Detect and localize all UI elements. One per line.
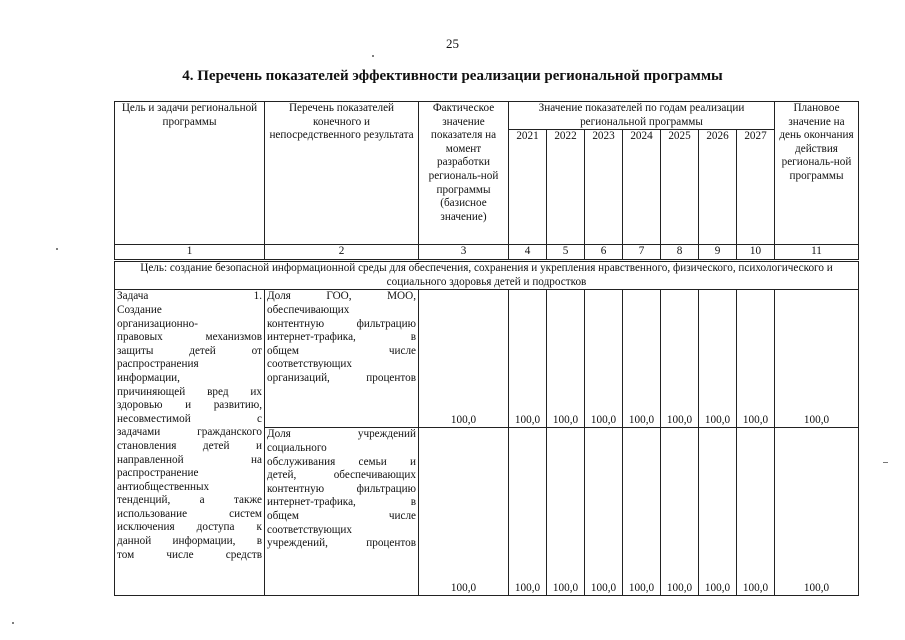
column-number: 5 [547,245,585,261]
page-title: 4. Перечень показателей эффективности реализации региональной программы [182,68,723,84]
scan-speck [372,55,374,57]
task-line: направленной на [117,453,262,466]
indicator-line: Доля учреждений [267,428,416,441]
indicator-line: контентную фильтрацию [267,482,416,495]
row-2-value-2023: 100,0 [585,428,623,596]
column-number: 4 [509,245,547,261]
task-line: информации, [117,371,180,384]
indicator-line: интернет-трафика, в [267,331,416,344]
row-1-value-2026: 100,0 [699,290,737,428]
indicator-line: контентную фильтрацию [267,317,416,330]
header-years-group: Значение показателей по годам реализации региональной программы [509,102,775,130]
indicator-2-text [267,428,416,550]
column-number: 7 [623,245,661,261]
column-number: 11 [775,245,859,261]
row-1-value-2027: 100,0 [737,290,775,428]
indicator-line: общем числе [267,509,416,522]
column-number: 6 [585,245,623,261]
task-line: Задача 1. [117,290,262,303]
header-year: 2027 [737,130,775,245]
scan-speck [12,622,14,624]
row-1-base-value: 100,0 [419,290,509,428]
row-1-value-2025: 100,0 [661,290,699,428]
indicator-2-cell [265,428,419,596]
indicator-line: учреждений, процентов [267,537,416,550]
column-number: 3 [419,245,509,261]
indicator-line: социального [267,441,327,454]
row-2-value-2022: 100,0 [547,428,585,596]
indicator-line: обслуживания семьи и [267,455,416,468]
row-2-value-2026: 100,0 [699,428,737,596]
task-line: защиты детей от [117,344,262,357]
header-year: 2021 [509,130,547,245]
row-1-planned-value: 100,0 [775,290,859,428]
task-line: распространение [117,467,199,480]
page-number: 25 [446,36,459,51]
header-year: 2026 [699,130,737,245]
task-line: Создание [117,303,162,316]
row-2-value-2025: 100,0 [661,428,699,596]
column-number: 2 [265,245,419,261]
scan-speck [56,248,58,250]
row-1-value-2023: 100,0 [585,290,623,428]
task-line: организационно- [117,317,198,330]
indicators-table [114,101,859,596]
header-year: 2024 [623,130,661,245]
header-planned-value: Плановое значение на день окончания действия региональ-ной программы [775,102,859,245]
header-year: 2025 [661,130,699,245]
row-2-base-value: 100,0 [419,428,509,596]
task-line: исключения доступа к [117,521,262,534]
scan-speck [883,462,888,463]
row-2-value-2024: 100,0 [623,428,661,596]
column-number: 8 [661,245,699,261]
indicator-line: соответствующих [267,523,353,536]
indicator-line: соответствующих [267,358,353,371]
indicator-line: детей, обеспечивающих [267,469,416,482]
indicator-line: интернет-трафика, в [267,496,416,509]
header-base-value: Фактическое значение показателя на момент разработки региональ-ной программы (базисное значение) [419,102,509,245]
task-line: использование систем [117,507,262,520]
indicator-line: Доля ГОО, МОО, [267,290,416,303]
row-2-value-2021: 100,0 [509,428,547,596]
row-2-value-2027: 100,0 [737,428,775,596]
row-2-planned-value: 100,0 [775,428,859,596]
task-line: правовых механизмов [117,331,262,344]
task-line: причиняющей вред их [117,385,262,398]
task-line: задачами гражданского [117,426,262,439]
task-1-cell [115,290,265,596]
column-number: 9 [699,245,737,261]
task-line: том числе средств [117,548,262,561]
task-line: тенденций, а также [117,494,262,507]
column-number: 10 [737,245,775,261]
header-year: 2022 [547,130,585,245]
row-1-value-2024: 100,0 [623,290,661,428]
header-goals-tasks: Цель и задачи региональной программы [115,102,265,245]
task-line: здоровью и развитию, [117,399,262,412]
row-1-value-2022: 100,0 [547,290,585,428]
row-1-value-2021: 100,0 [509,290,547,428]
indicator-1-cell [265,290,419,428]
task-line: становления детей и [117,439,262,452]
task-line: распространения [117,358,199,371]
task-line: данной информации, в [117,535,262,548]
indicator-1-text [267,290,416,385]
indicator-line: организаций, процентов [267,371,416,384]
goal-row: Цель: создание безопасной информационной среды для обеспечения, сохранения и укрепления нравственного, физического, психологического и социального здоровья детей и подростков [115,261,859,290]
task-line: несовместимой с [117,412,262,425]
header-indicators: Перечень показателей конечного и непосредственного результата [265,102,419,245]
task-line: антиобщественных [117,480,210,493]
column-number: 1 [115,245,265,261]
indicator-line: обеспечивающих [267,303,350,316]
header-year: 2023 [585,130,623,245]
indicator-line: общем числе [267,344,416,357]
